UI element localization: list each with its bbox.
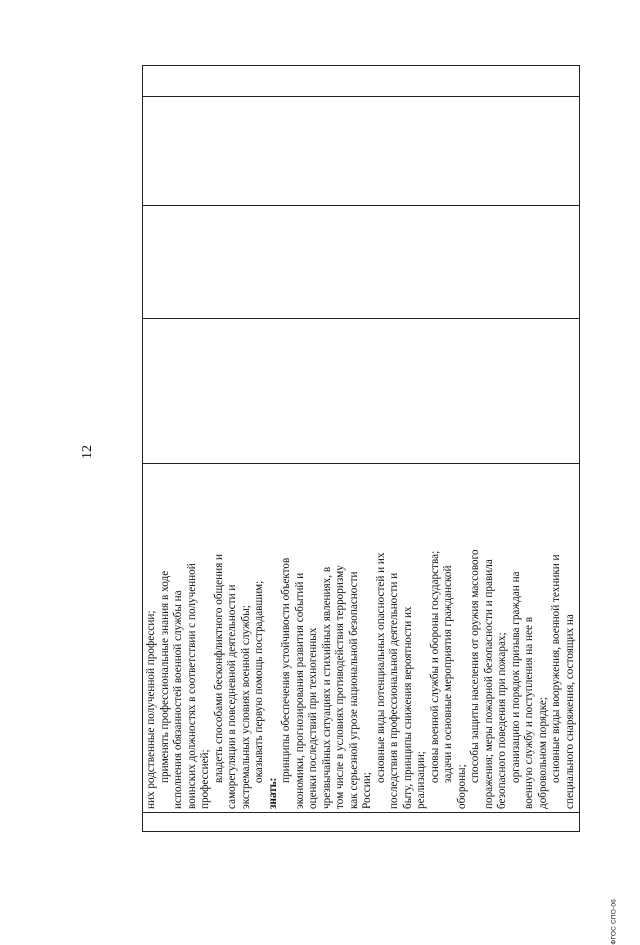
text-line: владеть способами бесконфликтного общения и: [212, 553, 225, 783]
table-cell-requirements: [143, 464, 580, 813]
text-line: специального снаряжения, состоящих на: [563, 614, 576, 809]
text-line: способы защиты населения от оружия массового: [469, 549, 481, 783]
text-line: принципы обеспечения устойчивости объектов: [280, 557, 292, 783]
text-line: военную службу и поступления на нее в: [523, 616, 535, 809]
text-line: оказывать первую помощь пострадавшим;: [253, 580, 265, 783]
text-line: основные виды вооружения, военной техники и: [550, 554, 562, 783]
text-line: профессией;: [199, 749, 211, 809]
standards-table: [142, 65, 580, 832]
text-line: оценки последствий при техногенных: [307, 627, 319, 809]
text-line: том числе в условиях противодействия терроризму: [334, 565, 346, 809]
text-line: них родственные полученной профессии;: [145, 610, 157, 809]
table-cell-left-margin: [143, 813, 580, 832]
table-cell-empty: [143, 66, 580, 97]
text-line: основы военной службы и обороны государства;: [428, 550, 441, 783]
text-line: организацию и порядок призыва граждан на: [509, 571, 522, 783]
page-number: 12: [80, 445, 95, 459]
text-line: реализации;: [415, 751, 427, 809]
text-line: основные виды потенциальных опасностей и их: [374, 552, 387, 783]
text-line: применять профессиональные знания в ходе: [158, 570, 171, 783]
text-line: экстремальных условиях военной службы;: [239, 605, 252, 809]
rotated-page: [80, 72, 576, 832]
text-line: воинских должностях в соответствии с полученной: [185, 563, 198, 809]
text-line: саморегуляции в повседневной деятельности и: [226, 584, 238, 809]
text-line: экономики, прогнозирования развития событий и: [293, 572, 306, 809]
text-line: задачи и основные мероприятия гражданской: [442, 565, 454, 783]
requirements-text: [143, 464, 579, 812]
text-line: добровольном порядке;: [536, 697, 549, 809]
text-line: как серьезной угрозе национальной безопасности: [347, 571, 360, 809]
text-line: России;: [361, 772, 373, 809]
footer-code: ФГОС СПО-06: [611, 899, 618, 945]
text-line: исполнения обязанностей военной службы на: [172, 590, 184, 809]
table-row: [143, 66, 580, 832]
table-cell-empty: [143, 319, 580, 464]
table-cell-empty: [143, 206, 580, 319]
text-line: безопасного поведения при пожарах;: [496, 632, 508, 809]
text-line: знать:: [266, 777, 279, 809]
text-line: поражения; меры пожарной безопасности и правила: [482, 559, 495, 809]
table-cell-empty: [143, 97, 580, 206]
text-line: обороны;: [455, 764, 468, 809]
text-line: последствия в профессиональной деятельности и: [388, 572, 400, 809]
text-line: быту, принципы снижения вероятности их: [401, 606, 414, 809]
text-line: чрезвычайных ситуациях и стихийных явлениях, в: [320, 566, 333, 809]
